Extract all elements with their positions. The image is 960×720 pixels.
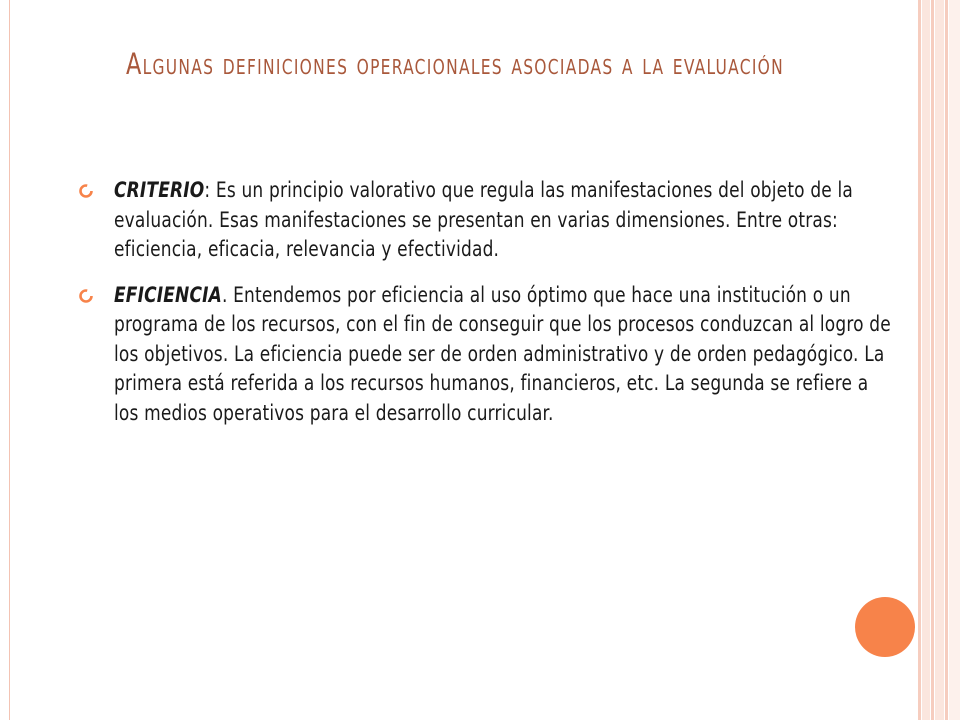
decorative-stripe (945, 0, 948, 720)
decorative-stripe (949, 0, 960, 720)
list-item-text (114, 176, 893, 265)
decorative-stripe (922, 0, 930, 720)
decorative-stripe (931, 0, 934, 720)
term-label: CRITERIO (114, 178, 205, 202)
orange-circle-decoration (855, 597, 915, 657)
list-item-criterio (78, 176, 858, 265)
decorative-stripe (935, 0, 944, 720)
definition-text: Entendemos por eficiencia al uso óptimo que hace una institución o un programa de los recursos, con el fin de conseguir que los procesos conduzcan al logro de los objetivos. La eficiencia puede ser de orden administrativo y de orden pedagógico. La primera está referida a los recursos humanos, financieros, etc. La segunda se refiere a los medios operativos para el desarrollo curricular. (114, 282, 891, 425)
bullet-icon (78, 183, 94, 199)
term-separator: . (221, 282, 234, 307)
decorative-stripe (918, 0, 921, 720)
bullet-list (78, 176, 891, 444)
list-item-eficiencia (78, 281, 891, 429)
list-item-text (114, 281, 893, 429)
term-separator: : (204, 178, 216, 202)
left-border-line (9, 0, 10, 720)
definition-text: Es un principio valorativo que regula las manifestaciones del objeto de la evaluación. Esas manifestaciones se presentan en varias dimensiones. Entre otras: eficiencia, eficacia, relevancia y efectividad. (114, 178, 854, 261)
term-label: EFICIENCIA (114, 282, 222, 307)
slide-title: Algunas definiciones operacionales asociadas a la evaluación (125, 47, 785, 81)
bullet-icon (78, 288, 94, 304)
